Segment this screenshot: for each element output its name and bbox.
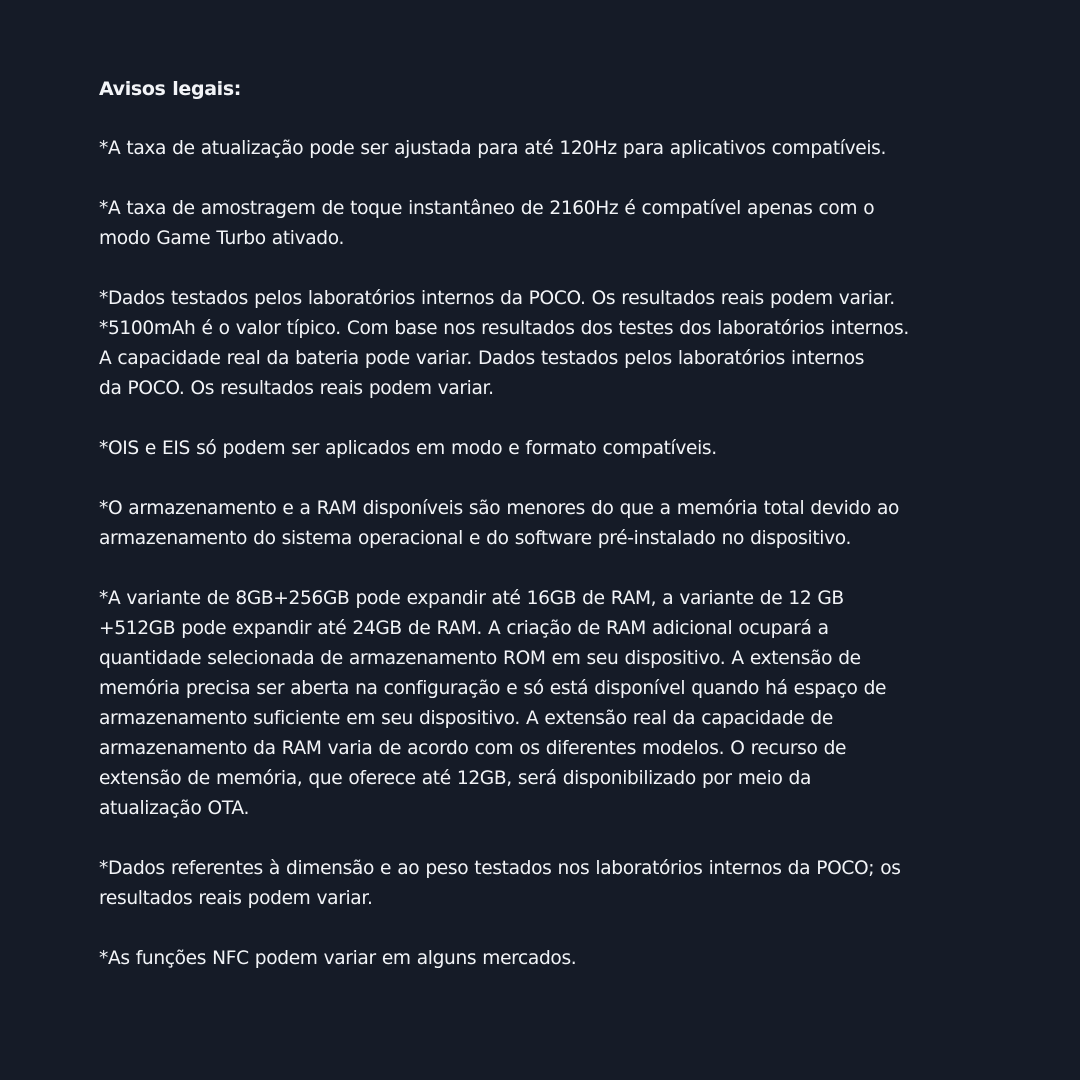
notice-nfc xyxy=(99,944,980,974)
notice-line: memória precisa ser aberta na configuração e só está disponível quando há espaço de xyxy=(99,678,887,699)
notice-line: *Dados testados pelos laboratórios internos da POCO. Os resultados reais podem variar. xyxy=(99,288,895,309)
notice-line: *A variante de 8GB+256GB pode expandir até 16GB de RAM, a variante de 12 GB xyxy=(99,588,844,609)
notice-line: *Dados referentes à dimensão e ao peso testados nos laboratórios internos da POCO; os xyxy=(99,858,901,879)
notice-line: *A taxa de amostragem de toque instantâneo de 2160Hz é compatível apenas com o xyxy=(99,198,875,219)
notice-line: A capacidade real da bateria pode variar. Dados testados pelos laboratórios internos xyxy=(99,348,865,369)
notice-line: modo Game Turbo ativado. xyxy=(99,228,345,249)
notice-ram-extension xyxy=(99,584,980,824)
notice-line: quantidade selecionada de armazenamento ROM em seu dispositivo. A extensão de xyxy=(99,648,861,669)
notice-line: atualização OTA. xyxy=(99,798,250,819)
notice-ois-eis xyxy=(99,434,980,464)
notice-line: armazenamento do sistema operacional e do software pré-instalado no dispositivo. xyxy=(99,528,851,549)
notice-line: *OIS e EIS só podem ser aplicados em modo e formato compatíveis. xyxy=(99,438,717,459)
notice-line: *A taxa de atualização pode ser ajustada para até 120Hz para aplicativos compatíveis. xyxy=(99,138,887,159)
notice-battery xyxy=(99,284,980,404)
notice-line: *5100mAh é o valor típico. Com base nos resultados dos testes dos laboratórios internos. xyxy=(99,318,909,339)
notice-line: resultados reais podem variar. xyxy=(99,888,373,909)
notice-line: +512GB pode expandir até 24GB de RAM. A criação de RAM adicional ocupará a xyxy=(99,618,829,639)
notice-touch-sampling xyxy=(99,194,980,254)
notice-line: da POCO. Os resultados reais podem variar. xyxy=(99,378,494,399)
notice-line: armazenamento suficiente em seu dispositivo. A extensão real da capacidade de xyxy=(99,708,833,729)
notice-line: *As funções NFC podem variar em alguns mercados. xyxy=(99,948,577,969)
notice-refresh-rate xyxy=(99,134,980,164)
notice-line: armazenamento da RAM varia de acordo com os diferentes modelos. O recurso de xyxy=(99,738,847,759)
notice-storage xyxy=(99,494,980,554)
notice-line: extensão de memória, que oferece até 12GB, será disponibilizado por meio da xyxy=(99,768,812,789)
notice-dimensions-weight xyxy=(99,854,980,914)
page-title: Avisos legais: xyxy=(99,78,242,100)
notice-line: *O armazenamento e a RAM disponíveis são menores do que a memória total devido ao xyxy=(99,498,900,519)
